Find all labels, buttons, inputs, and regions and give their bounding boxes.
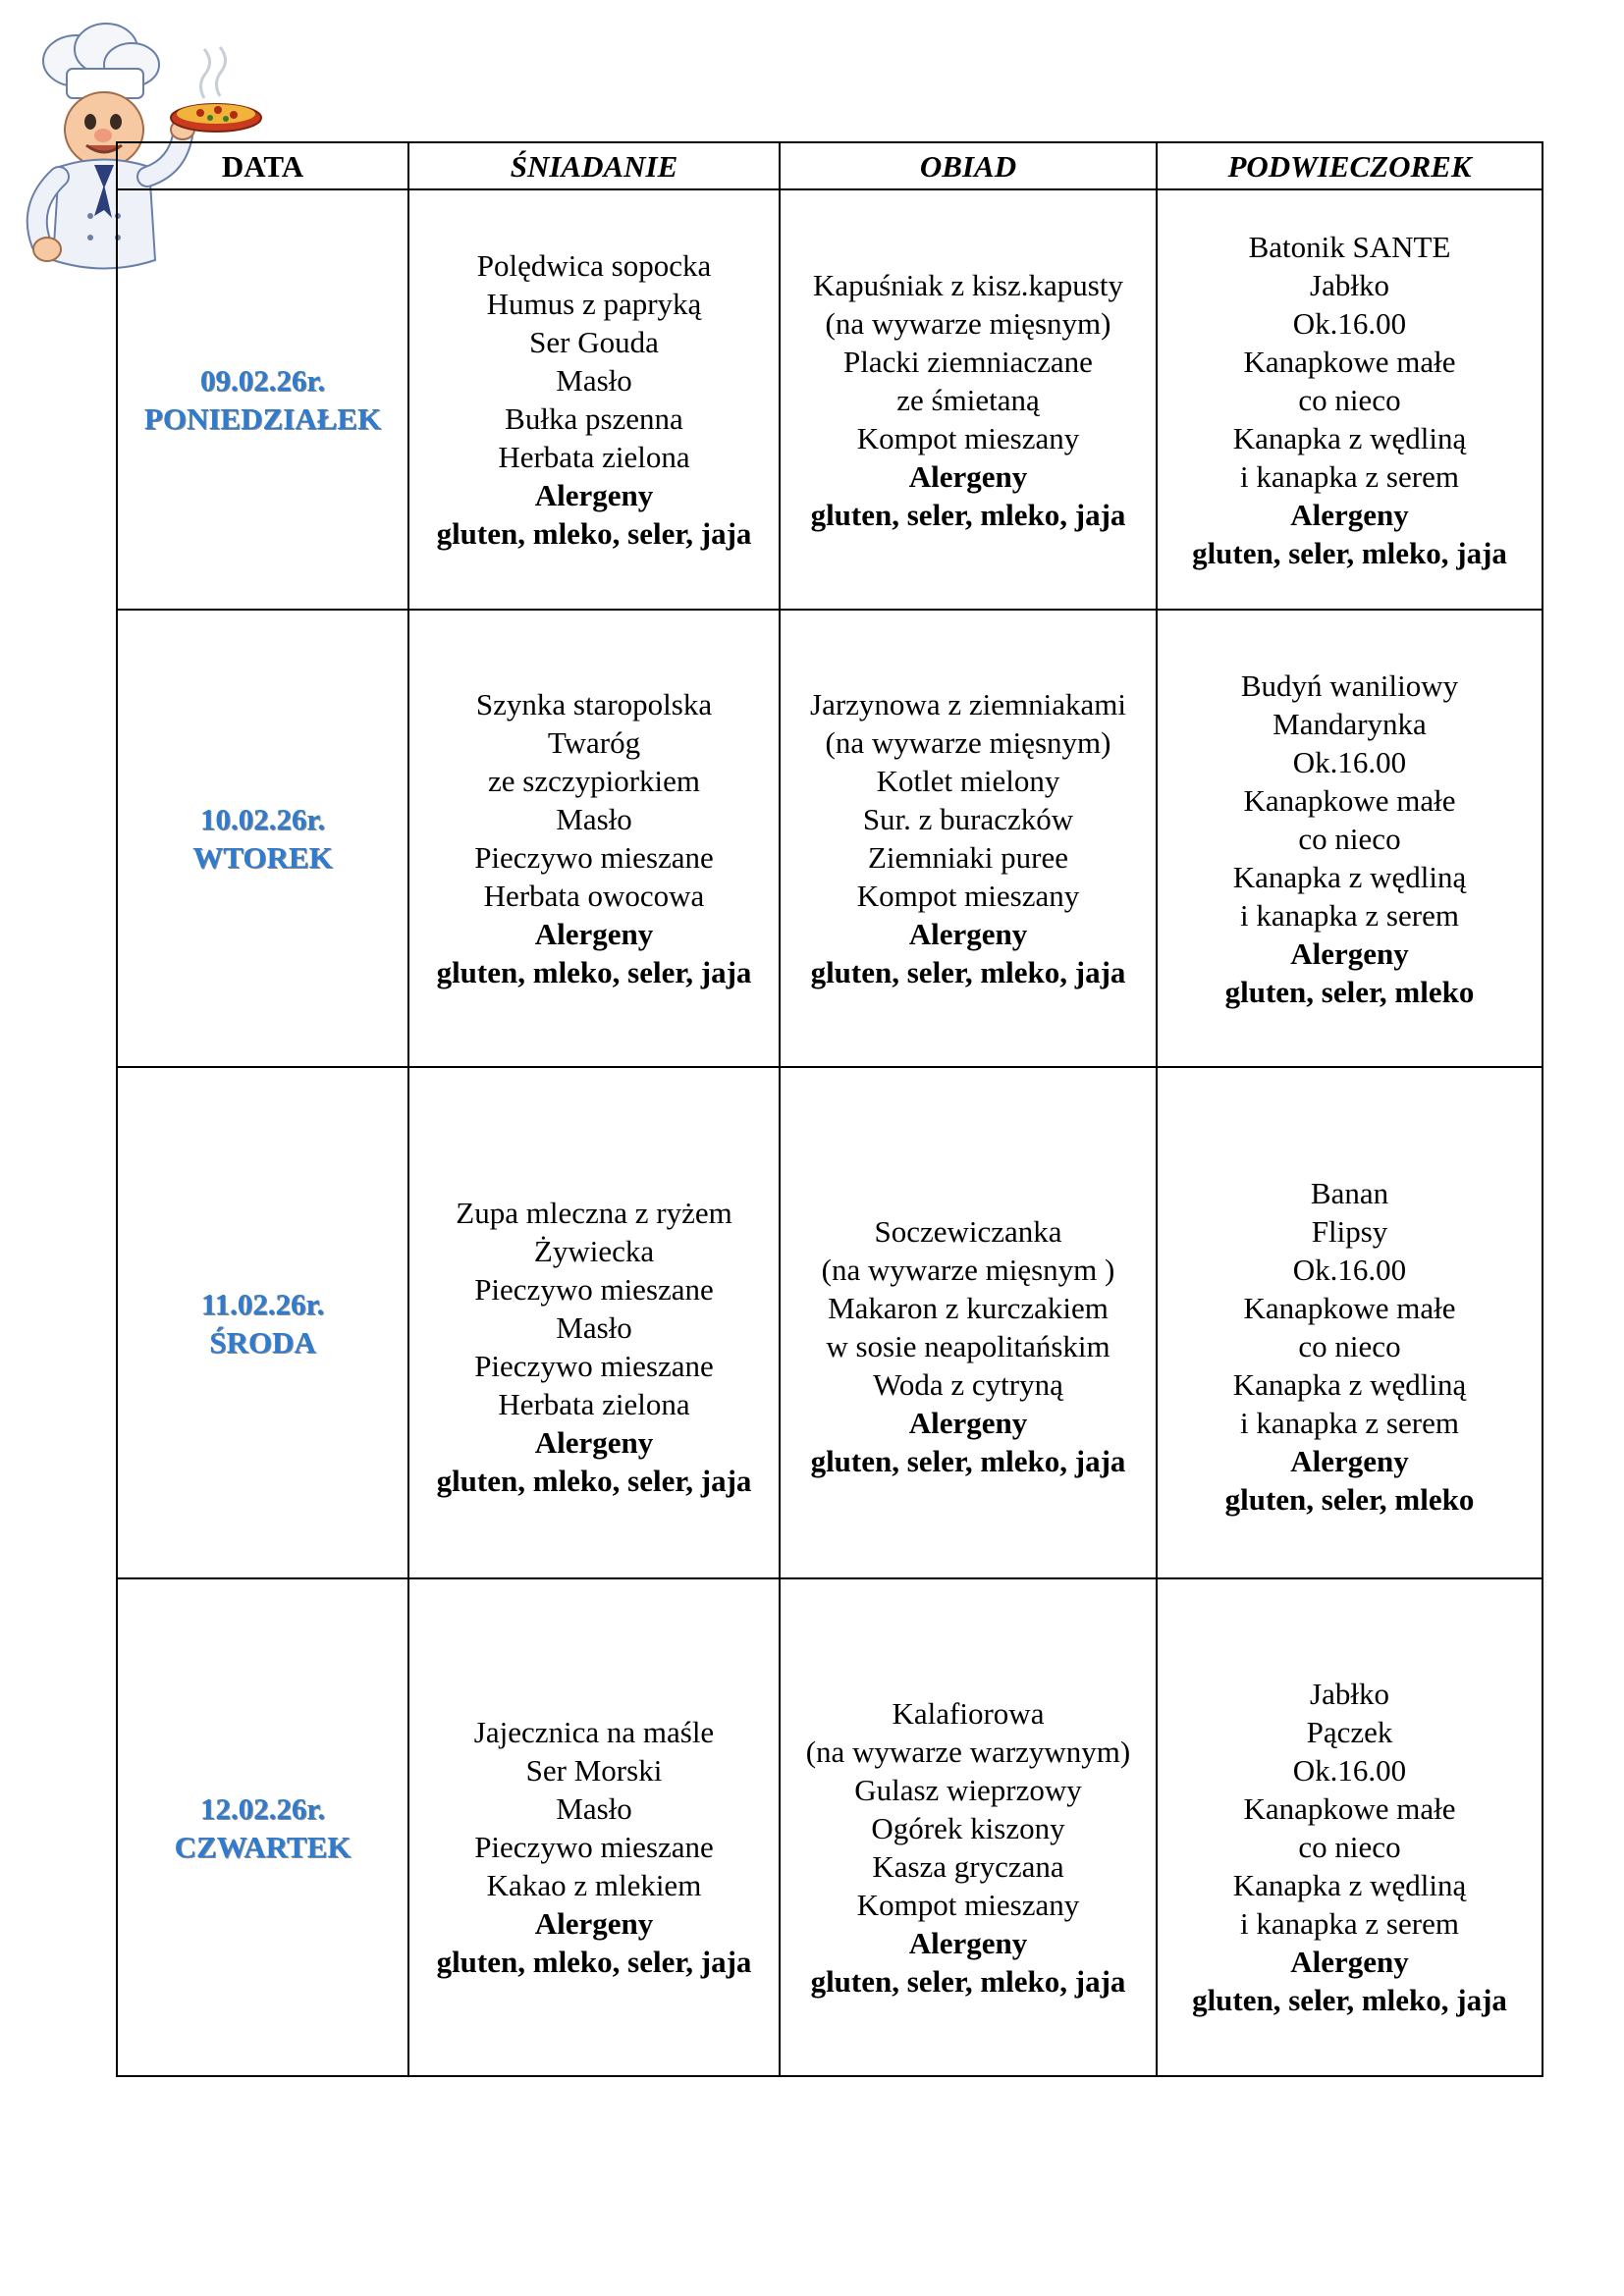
menu-item: Mandarynka [1272,706,1427,741]
menu-item: Szynka staropolska [475,687,713,721]
menu-item: Ziemniaki puree [868,840,1068,875]
allergen-title: Alergeny [534,1424,654,1460]
menu-item: Pieczywo mieszane [474,840,714,875]
menu-item: Ok.16.00 [1292,1753,1407,1788]
allergen-title: Alergeny [534,1906,654,1941]
menu-item: Kompot mieszany [856,420,1080,455]
menu-item: Ok.16.00 [1292,1253,1407,1287]
weekday-label: PONIEDZIAŁEK [143,401,382,436]
allergen-list: gluten, seler, mleko, jaja [1192,1983,1507,2017]
header-podwieczorek: PODWIECZOREK [1157,142,1543,189]
allergen-list: gluten, mleko, seler, jaja [436,1945,752,1979]
menu-item: Jabłko [1310,267,1389,302]
podwieczorek-cell [1157,1578,1543,2076]
menu-item: (na wywarze mięsnym) [825,725,1111,760]
menu-item: Sur. z buraczków [862,802,1074,836]
weekday-label: ŚRODA [209,1324,316,1360]
menu-item: Banan [1310,1176,1389,1210]
weekday-label: WTOREK [192,840,333,875]
allergen-list: gluten, mleko, seler, jaja [436,516,752,551]
allergen-title: Alergeny [908,917,1028,951]
sniadanie-cell [408,1067,780,1578]
allergen-title: Alergeny [534,478,654,512]
allergen-title: Alergeny [1290,1945,1409,1979]
menu-item: (na wywarze warzywnym) [805,1734,1131,1769]
allergen-list: gluten, mleko, seler, jaja [436,1463,752,1498]
sniadanie-cell [408,610,780,1067]
menu-item: Kanapkowe małe [1243,782,1456,818]
menu-item: i kanapka z serem [1240,1406,1459,1440]
menu-item: Ser Morski [525,1753,663,1788]
menu-item: Humus z papryką [486,287,702,321]
allergen-list: gluten, seler, mleko [1224,974,1475,1009]
header-obiad: OBIAD [780,142,1157,189]
allergen-title: Alergeny [1290,497,1409,532]
allergen-title: Alergeny [908,458,1028,494]
menu-item: Makaron z kurczakiem [828,1291,1109,1325]
menu-item: Ogórek kiszony [871,1810,1065,1845]
menu-item: Ok.16.00 [1292,744,1407,779]
menu-item: Masło [556,1309,632,1345]
menu-item: Pieczywo mieszane [474,1348,714,1383]
allergen-list: gluten, seler, mleko, jaja [810,1963,1126,1999]
menu-item: co nieco [1298,382,1401,417]
menu-item: Woda z cytryną [873,1367,1063,1402]
allergen-list: gluten, seler, mleko, jaja [810,1444,1126,1478]
allergen-list: gluten, seler, mleko [1224,1482,1475,1517]
menu-item: Kanapka z wędliną [1232,1367,1467,1402]
menu-item: Kakao z mlekiem [486,1868,702,1902]
podwieczorek-cell [1157,1067,1543,1578]
menu-item: Pączek [1306,1715,1393,1749]
menu-item: i kanapka z serem [1240,1906,1459,1941]
sniadanie-cell [408,189,780,610]
menu-item: Kapuśniak z kisz.kapusty [813,267,1123,302]
menu-item: co nieco [1298,1830,1401,1864]
allergen-title: Alergeny [534,917,654,951]
menu-item: Ser Gouda [529,325,659,359]
menu-item: Herbata zielona [498,440,690,474]
menu-item: co nieco [1298,821,1401,856]
menu-item: Herbata zielona [498,1386,690,1421]
allergen-list: gluten, mleko, seler, jaja [436,955,752,989]
menu-item: Batonik SANTE [1248,229,1451,264]
menu-item: Budyń waniliowy [1240,667,1459,703]
day-row [117,1578,1543,2076]
obiad-cell [780,1578,1157,2076]
menu-item: Gulasz wieprzowy [854,1772,1082,1807]
obiad-cell [780,1067,1157,1578]
date-cell [117,189,408,610]
menu-item: Kanapkowe małe [1243,1291,1456,1325]
allergen-title: Alergeny [908,1406,1028,1440]
allergen-title: Alergeny [1290,1444,1409,1478]
menu-item: Kanapka z wędliną [1232,1868,1467,1902]
allergen-title: Alergeny [908,1925,1028,1960]
menu-item: Polędwica sopocka [476,248,712,283]
header-row [117,142,1543,189]
day-row [117,189,1543,610]
sniadanie-cell [408,1578,780,2076]
date-label: 11.02.26r. [200,1286,325,1321]
menu-item: Herbata owocowa [483,879,705,913]
allergen-list: gluten, seler, mleko, jaja [810,955,1126,989]
menu-item: Twaróg [547,725,641,760]
menu-item: Kompot mieszany [856,1887,1080,1922]
menu-item: Soczewiczanka [874,1214,1062,1249]
menu-item: Jarzynowa z ziemniakami [810,687,1126,721]
menu-item: Kanapka z wędliną [1232,859,1467,894]
menu-table [116,141,1543,2077]
menu-item: Masło [556,1791,632,1826]
menu-item: Kasza gryczana [872,1848,1064,1884]
menu-item: Kotlet mielony [876,764,1060,798]
menu-item: Bułka pszenna [505,401,683,436]
allergen-title: Alergeny [1290,935,1409,971]
menu-item: (na wywarze mięsnym ) [821,1253,1115,1287]
menu-item: Kanapkowe małe [1243,344,1456,379]
menu-item: Kompot mieszany [856,879,1080,913]
date-cell [117,1578,408,2076]
podwieczorek-cell [1157,189,1543,610]
allergen-list: gluten, seler, mleko, jaja [810,497,1126,532]
menu-item: ze śmietaną [896,382,1040,417]
menu-item: Placki ziemniaczane [843,344,1093,379]
header-sniadanie: ŚNIADANIE [408,142,780,189]
menu-item: Kalafiorowa [892,1695,1045,1731]
menu-item: Flipsy [1311,1214,1388,1249]
weekday-label: CZWARTEK [174,1829,352,1864]
menu-item: Jajecznica na maśle [473,1715,715,1749]
menu-item: Masło [556,363,632,398]
menu-item: (na wywarze mięsnym) [825,305,1111,341]
allergen-list: gluten, seler, mleko, jaja [1192,535,1507,570]
menu-item: Pieczywo mieszane [474,1271,714,1307]
menu-item: co nieco [1298,1329,1401,1363]
date-label: 09.02.26r. [199,363,326,398]
day-row [117,1067,1543,1578]
obiad-cell [780,189,1157,610]
date-label: 10.02.26r. [199,802,326,836]
menu-item: i kanapka z serem [1240,897,1459,933]
menu-item: Jabłko [1310,1677,1389,1711]
menu-item: Pieczywo mieszane [474,1830,714,1864]
date-cell [117,1067,408,1578]
header-data: DATA [117,142,408,189]
day-row [117,610,1543,1067]
menu-item: Kanapkowe małe [1243,1791,1456,1826]
menu-item: Masło [556,802,632,836]
menu-item: ze szczypiorkiem [487,764,701,798]
menu-item: Kanapka z wędliną [1232,420,1467,455]
date-cell [117,610,408,1067]
menu-item: i kanapka z serem [1240,458,1459,494]
date-label: 12.02.26r. [199,1790,326,1826]
menu-item: Żywiecka [533,1233,655,1268]
menu-item: Ok.16.00 [1292,305,1407,341]
menu-item: Zupa mleczna z ryżem [456,1195,732,1230]
podwieczorek-cell [1157,610,1543,1067]
obiad-cell [780,610,1157,1067]
menu-item: w sosie neapolitańskim [826,1329,1110,1363]
